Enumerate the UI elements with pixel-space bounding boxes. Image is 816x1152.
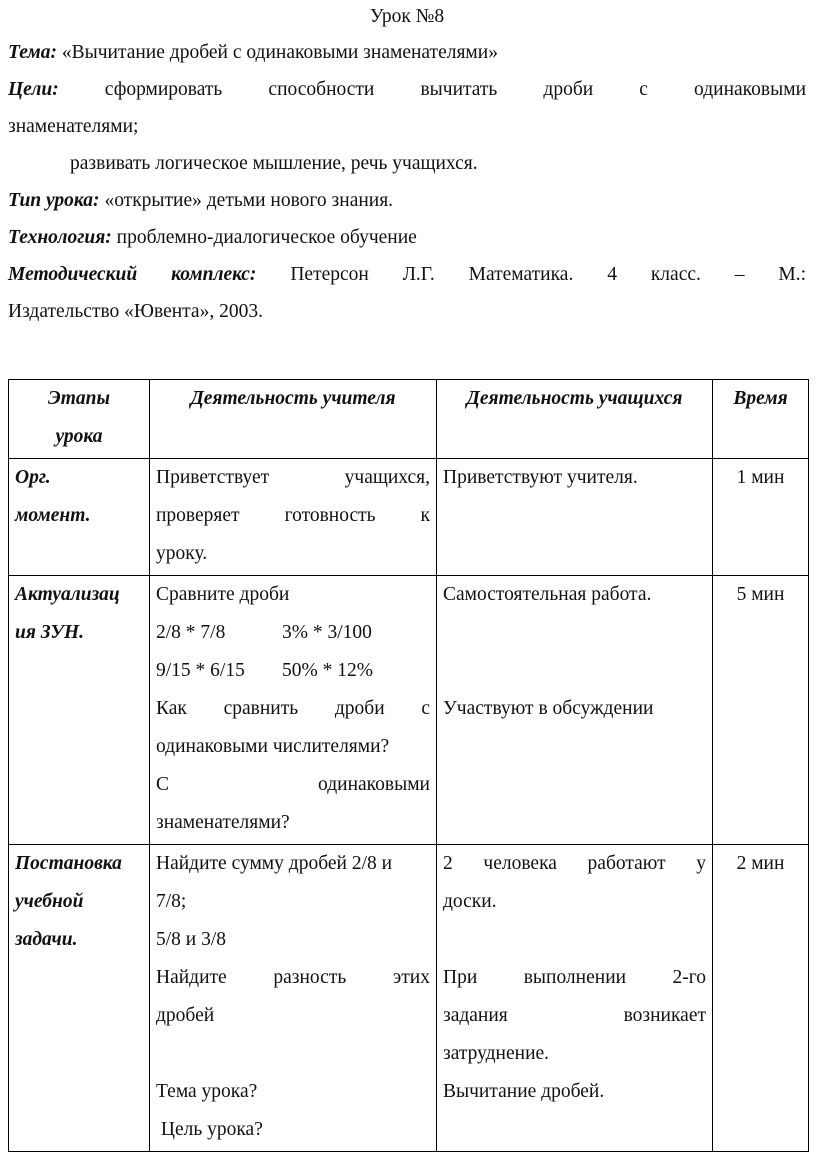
method-label: Методический комплекс:: [8, 264, 257, 285]
stage-text: учебной: [15, 891, 84, 912]
time-cell: 1 мин: [713, 459, 809, 576]
topic-line: [8, 34, 806, 71]
fraction-expr: 2/8 * 7/8: [156, 622, 226, 643]
teacher-text: Как сравнить дроби с: [156, 698, 430, 719]
table-row: [9, 459, 809, 576]
spacer: [443, 921, 706, 959]
stage-text: момент.: [15, 505, 91, 526]
table-header-row: [9, 380, 809, 459]
goals-line-3: развивать логическое мышление, речь учащихся.: [70, 153, 478, 174]
teacher-text: проверяет готовность к: [156, 505, 430, 526]
stage-text: Актуализац: [15, 584, 120, 605]
teacher-text: Тема урока?: [156, 1081, 258, 1102]
stage-text: ия ЗУН.: [15, 622, 85, 643]
header-time: Время: [713, 380, 809, 459]
time-cell: 2 мин: [713, 845, 809, 1152]
students-cell: [437, 459, 713, 576]
stage-cell: [9, 576, 150, 845]
spacer: [156, 1035, 430, 1073]
fraction-expr: 9/15 * 6/15: [156, 660, 245, 681]
students-text: задания возникает: [443, 1005, 706, 1026]
method-line-2: Издательство «Ювента», 2003.: [8, 301, 263, 322]
technology-label: Технология:: [8, 227, 112, 248]
header-teacher: Деятельность учителя: [150, 380, 437, 459]
spacer: [443, 614, 706, 652]
students-text: Самостоятельная работа.: [443, 584, 652, 605]
teacher-text: 7/8;: [156, 891, 187, 912]
method-line: [8, 256, 806, 293]
lesson-header: [8, 0, 806, 330]
time-cell: 5 мин: [713, 576, 809, 845]
goals-text-1: сформировать способности вычитать дроби с одинаковыми: [104, 79, 807, 100]
students-text: доски.: [443, 891, 497, 912]
lesson-type-label: Тип урока:: [8, 190, 100, 211]
lesson-type-value: «открытие» детьми нового знания.: [104, 190, 394, 211]
fraction-pair: [156, 614, 430, 652]
fraction-pair: [156, 652, 430, 690]
students-text: При выполнении 2-го: [443, 967, 706, 988]
goals-line-2: знаменателями;: [8, 116, 139, 137]
header-stage: [9, 380, 150, 459]
teacher-text: Сравните дроби: [156, 584, 290, 605]
teacher-text: Найдите сумму дробей 2/8 и: [156, 853, 393, 874]
stage-text: Постановка: [15, 853, 122, 874]
goals-label: Цели:: [8, 79, 59, 100]
method-value-1: Петерсон Л.Г. Математика. 4 класс. – М.:: [290, 264, 807, 285]
students-cell: [437, 845, 713, 1152]
teacher-cell: [150, 576, 437, 845]
topic-label: Тема:: [8, 42, 57, 63]
teacher-text: дробей: [156, 1005, 215, 1026]
table-row: [9, 845, 809, 1152]
students-text: 2 человека работают у: [443, 853, 706, 874]
students-text: Вычитание дробей.: [443, 1081, 605, 1102]
students-text: затруднение.: [443, 1043, 550, 1064]
header-stage-line-2: урока: [55, 426, 103, 447]
students-text: Приветствуют учителя.: [443, 467, 638, 488]
lesson-plan-table: [8, 379, 809, 1152]
lesson-type-line: [8, 182, 806, 219]
teacher-text: 5/8 и 3/8: [156, 929, 227, 950]
teacher-text: уроку.: [156, 543, 208, 564]
goals-line: [8, 71, 806, 108]
teacher-text: С одинаковыми: [156, 774, 430, 795]
stage-text: Орг.: [15, 467, 51, 488]
teacher-text: знаменателями?: [156, 812, 290, 833]
header-students: Деятельность учащихся: [437, 380, 713, 459]
header-stage-line-1: Этапы: [48, 388, 110, 409]
stage-cell: [9, 845, 150, 1152]
fraction-expr: 50% * 12%: [282, 660, 373, 681]
topic-value: «Вычитание дробей с одинаковыми знаменателями»: [61, 42, 498, 63]
teacher-cell: [150, 459, 437, 576]
spacer: [443, 652, 706, 690]
lesson-title: Урок №8: [369, 6, 445, 27]
teacher-text: Найдите разность этих: [156, 967, 430, 988]
technology-line: [8, 219, 806, 256]
table-row: [9, 576, 809, 845]
teacher-text: Приветствует учащихся,: [156, 467, 430, 488]
students-cell: [437, 576, 713, 845]
teacher-text: Цель урока?: [156, 1119, 263, 1140]
stage-cell: [9, 459, 150, 576]
fraction-expr: 3% * 3/100: [282, 622, 372, 643]
stage-text: задачи.: [15, 929, 78, 950]
technology-value: проблемно-диалогическое обучение: [116, 227, 417, 248]
teacher-cell: [150, 845, 437, 1152]
students-text: Участвуют в обсуждении: [443, 698, 654, 719]
teacher-text: одинаковыми числителями?: [156, 736, 390, 757]
